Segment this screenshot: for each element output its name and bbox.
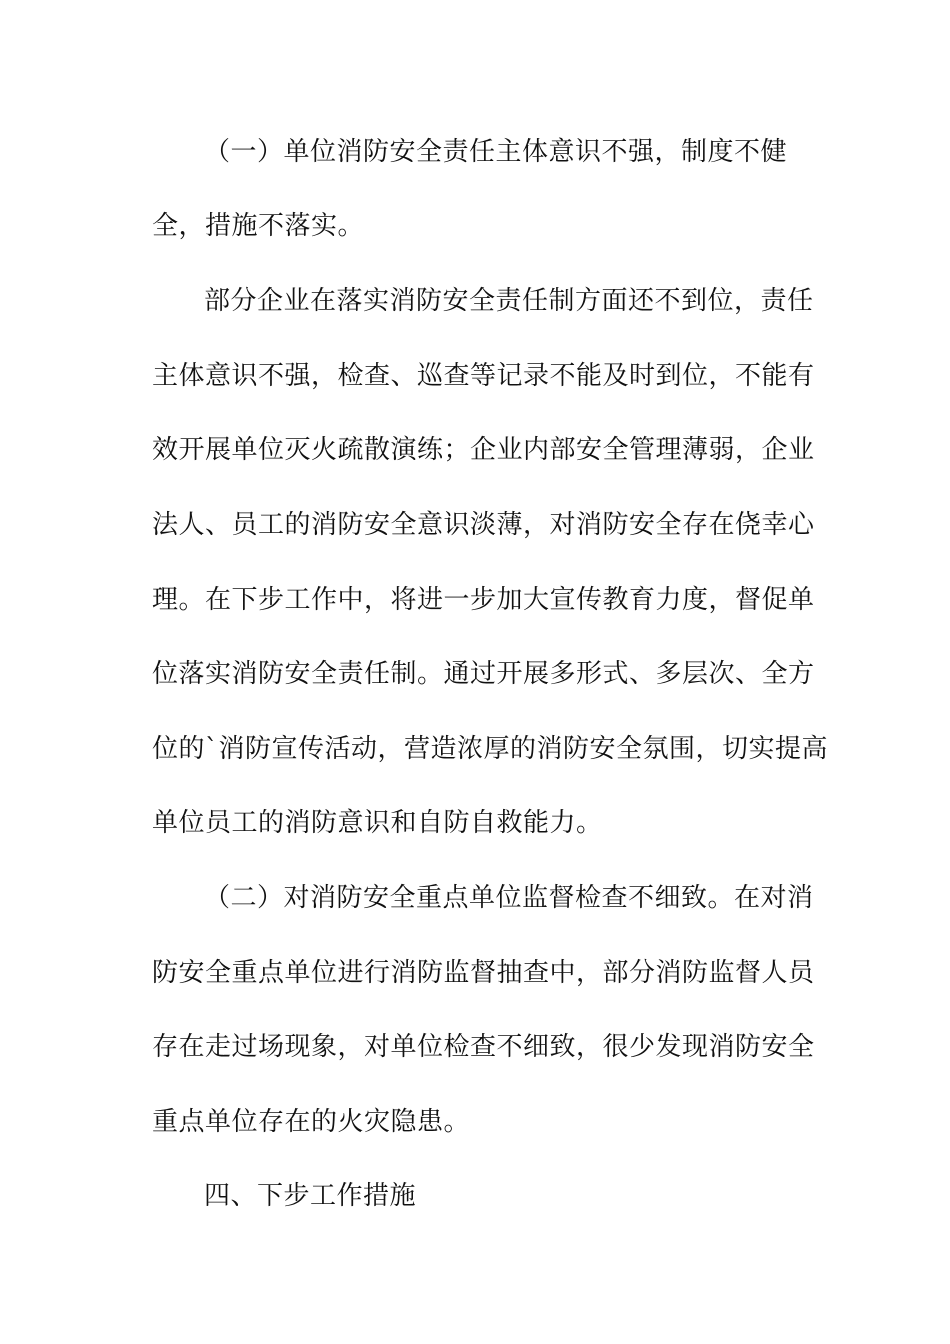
section-2-line-3: 存在走过场现象，对单位检查不细致，很少发现消防安全: [152, 1032, 815, 1062]
paragraph-1-line-7: 位的`消防宣传活动，营造浓厚的消防安全氛围，切实提高: [152, 734, 829, 764]
paragraph-1-line-6: 位落实消防安全责任制。通过开展多形式、多层次、全方: [152, 659, 815, 689]
paragraph-1-line-2: 主体意识不强，检查、巡查等记录不能及时到位，不能有: [152, 361, 815, 391]
paragraph-1-line-1: 部分企业在落实消防安全责任制方面还不到位，责任: [204, 286, 814, 316]
section-1-heading-line-1: （一）单位消防安全责任主体意识不强，制度不健: [204, 137, 788, 167]
section-1-heading-line-2: 全，措施不落实。: [152, 211, 365, 241]
paragraph-1-line-8: 单位员工的消防意识和自防自救能力。: [152, 808, 603, 838]
section-2-line-1: （二）对消防安全重点单位监督检查不细致。在对消: [204, 883, 814, 913]
section-2-line-4: 重点单位存在的火灾隐患。: [152, 1107, 471, 1137]
paragraph-1-line-4: 法人、员工的消防安全意识淡薄，对消防安全存在侥幸心: [152, 510, 815, 540]
section-heading-next-steps: 四、下步工作措施: [204, 1181, 417, 1211]
paragraph-1-line-3: 效开展单位灭火疏散演练；企业内部安全管理薄弱，企业: [152, 435, 815, 465]
paragraph-1-line-5: 理。在下步工作中，将进一步加大宣传教育力度，督促单: [152, 585, 815, 615]
section-2-line-2: 防安全重点单位进行消防监督抽查中，部分消防监督人员: [152, 958, 815, 988]
